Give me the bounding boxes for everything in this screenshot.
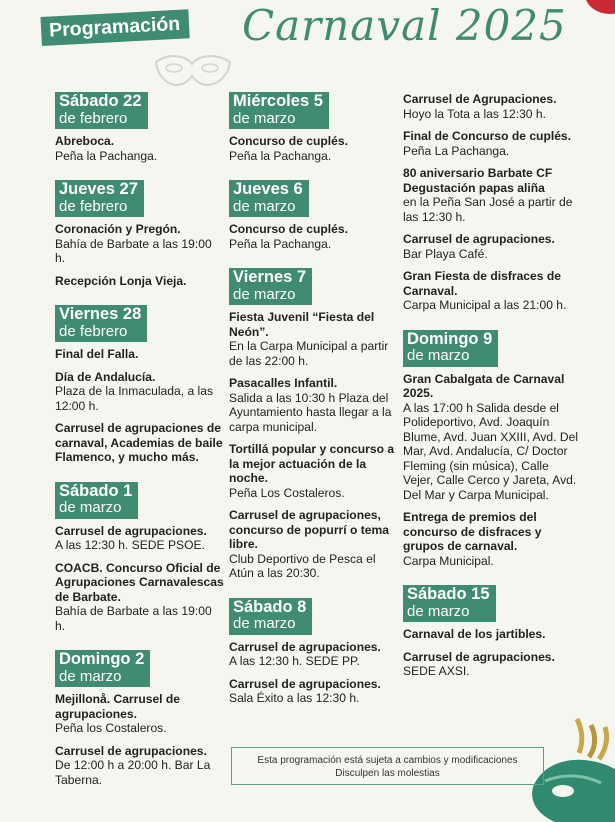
event-detail: Peña los Costaleros. [55,721,167,735]
day-name: Viernes 7 [233,268,307,286]
event-detail: Bar Playa Café. [403,246,488,261]
event-detail: De 12:00 h a 20:00 h. Bar La Taberna. [55,758,211,787]
month-name: de marzo [233,109,296,127]
event-title: Carrusel de agrupaciones. [229,639,381,654]
event-detail: En la Carpa Municipal a partir de las 22:00 h. [229,339,389,368]
day-header [229,268,312,305]
event [229,442,399,500]
day-name: Jueves 27 [59,180,138,198]
month-name: de marzo [59,499,122,517]
event-title: Recepción Lonja Vieja. [55,273,187,288]
day-name: Viernes 28 [59,305,142,323]
column-2 [229,92,399,714]
month-name: de febrero [59,109,128,127]
day-block [403,585,578,679]
day-block [55,305,225,465]
event [403,166,578,224]
event-title: Carrusel de agrupaciones. [55,743,207,758]
event-title: Entrega de premios del concurso de disfraces y grupos de carnaval. [403,510,542,553]
event-title: Carrusel de agrupaciones. [403,232,555,246]
day-block [229,180,399,251]
event [229,376,399,434]
event-title: Carnaval de los jartibles. [403,627,546,641]
month-name: de marzo [233,615,296,633]
event-detail: Carpa Municipal. [403,553,494,568]
day-name: Miércoles 5 [233,92,323,110]
disclaimer-line: Disculpen las molestias [335,768,440,779]
carnival-title: Carnaval 2025 [242,1,567,50]
event-detail: A las 17:00 h Salida desde el Polideportivo, Avd. Joaquín Blume, Avd. Juan XXIII, Avd. Del Mar, Avd. Andalucía, C/ Doctor Fleming (sin música), Calle Vejer, Calle Cerco y Jareta, Avd. Del Mar y Carpa Municipal. [403,400,579,502]
event-title: Final de Concurso de cuplés. [403,129,572,143]
event-detail: Carpa Municipal a las 21:00 h. [403,298,567,312]
event [403,129,578,158]
day-name: Sábado 1 [59,481,133,500]
event-title: Pasacalles Infantil. [229,376,338,390]
event-detail: SEDE AXSI. [403,664,470,678]
day-block [229,598,399,706]
event-detail: Peña la Pachanga. [229,236,332,251]
event [55,692,225,736]
event [55,134,225,163]
event-title: Coronación y Pregón. [55,222,181,236]
event-detail: Club Deportivo de Pesca el Atún a las 20:30. [229,551,376,580]
event-title: Concurso de cuplés. [229,134,348,148]
event [229,640,399,669]
column-1 [55,92,225,795]
event-detail: A las 12:30 h. SEDE PP. [229,654,360,668]
day-block [229,268,399,581]
event [229,222,399,251]
event [403,510,578,568]
month-name: de marzo [407,602,470,620]
day-block [55,482,225,634]
event-title: Abreboca. [55,134,115,148]
event-detail: Plaza de la Inmaculada, a las 12:00 h. [55,384,213,413]
day-name: Sábado 22 [59,92,142,110]
day-name: Domingo 9 [407,329,493,348]
event [55,274,225,289]
event-title: Final del Falla. [55,347,139,361]
month-name: de febrero [59,197,128,215]
month-name: de marzo [233,197,296,215]
event-detail: Salida a las 10:30 h Plaza del Ayuntamiento hasta llegar a la carpa municipal. [229,390,392,434]
day-name: Sábado 8 [233,597,307,616]
day-header [55,305,147,342]
day-header [229,180,309,217]
month-name: de febrero [59,322,128,340]
event-detail: Bahía de Barbate a las 19:00 h. [55,236,212,265]
event [229,310,399,368]
event-title: Gran Cabalgata de Carnaval 2025. [403,371,565,400]
event-title: Carrusel de agrupaciones, concurso de popurrí o tema libre. [229,508,389,551]
event [55,744,225,788]
event-detail: Sala Éxito a las 12:30 h. [229,691,360,705]
event [403,650,578,679]
month-name: de marzo [59,667,122,685]
corner-decoration [585,0,615,14]
disclaimer-note [231,747,544,785]
event [229,134,399,163]
event-title: Gran Fiesta de disfraces de Carnaval. [403,269,561,298]
event [55,370,225,414]
day-block [55,92,225,163]
month-name: de marzo [407,347,470,365]
event-detail: Bahía de Barbate a las 19:00 h. [55,604,212,633]
event [403,372,578,503]
event [403,92,578,121]
event-title: Fiesta Juvenil “Fiesta del Neón”. [229,310,375,339]
event-title: 80 aniversario Barbate CF Degustación papas aliña [403,166,553,195]
day-header [55,482,138,519]
day-header [229,598,312,635]
day-block [55,180,225,288]
day-header [229,92,329,129]
event-title: Carrusel de agrupaciones. [229,676,381,691]
column-3 [403,92,578,687]
day-block [229,92,399,163]
day-header [55,92,148,129]
event-title: Tortillá popular y concurso a la mejor actuación de la noche. [229,442,395,485]
event [55,347,225,362]
day-header [403,585,496,622]
day-block [403,330,578,569]
event-title: Carrusel de agrupaciones. [403,649,555,664]
disclaimer-line: Esta programación está sujeta a cambios y modificaciones [257,755,518,766]
event-detail: en la Peña San José a partir de las 12:30 h. [403,195,573,224]
event [229,677,399,706]
day-name: Sábado 15 [407,585,490,603]
event [55,561,225,634]
event-detail: Peña La Pachanga. [403,143,510,158]
event-title: Carrusel de agrupaciones de carnaval, Academias de baile Flamenco, y mucho más. [55,421,223,464]
day-header [55,180,144,217]
day-block [55,650,225,787]
event [55,421,225,465]
event [403,232,578,261]
event-title: Carrusel de Agrupaciones. [403,92,557,106]
day-name: Domingo 2 [59,650,145,668]
carnival-mask-icon [150,48,235,96]
month-name: de marzo [233,285,296,303]
event [55,524,225,553]
event [229,508,399,581]
event-detail: Peña la Pachanga. [229,148,332,163]
event-title: Carrusel de agrupaciones. [55,523,207,538]
event [403,269,578,313]
event-detail: Hoyo la Tota a las 12:30 h. [403,106,546,121]
event-detail: Peña la Pachanga. [55,148,158,163]
day-name: Jueves 6 [233,180,303,198]
day-header [55,650,150,687]
event-title: Día de Andalucía. [55,369,156,384]
event [55,222,225,266]
program-badge: Programación [40,9,189,46]
day-header [403,330,498,367]
event-title: Mejillonå. Carrusel de agrupaciones. [55,692,181,721]
event-title: COACB. Concurso Oficial de Agrupaciones Carnavalescas de Barbate. [55,560,224,604]
event-title: Concurso de cuplés. [229,222,348,236]
event-detail: Peña Los Costaleros. [229,485,345,500]
event-detail: A las 12:30 h. SEDE PSOE. [55,538,205,552]
event [403,627,578,642]
